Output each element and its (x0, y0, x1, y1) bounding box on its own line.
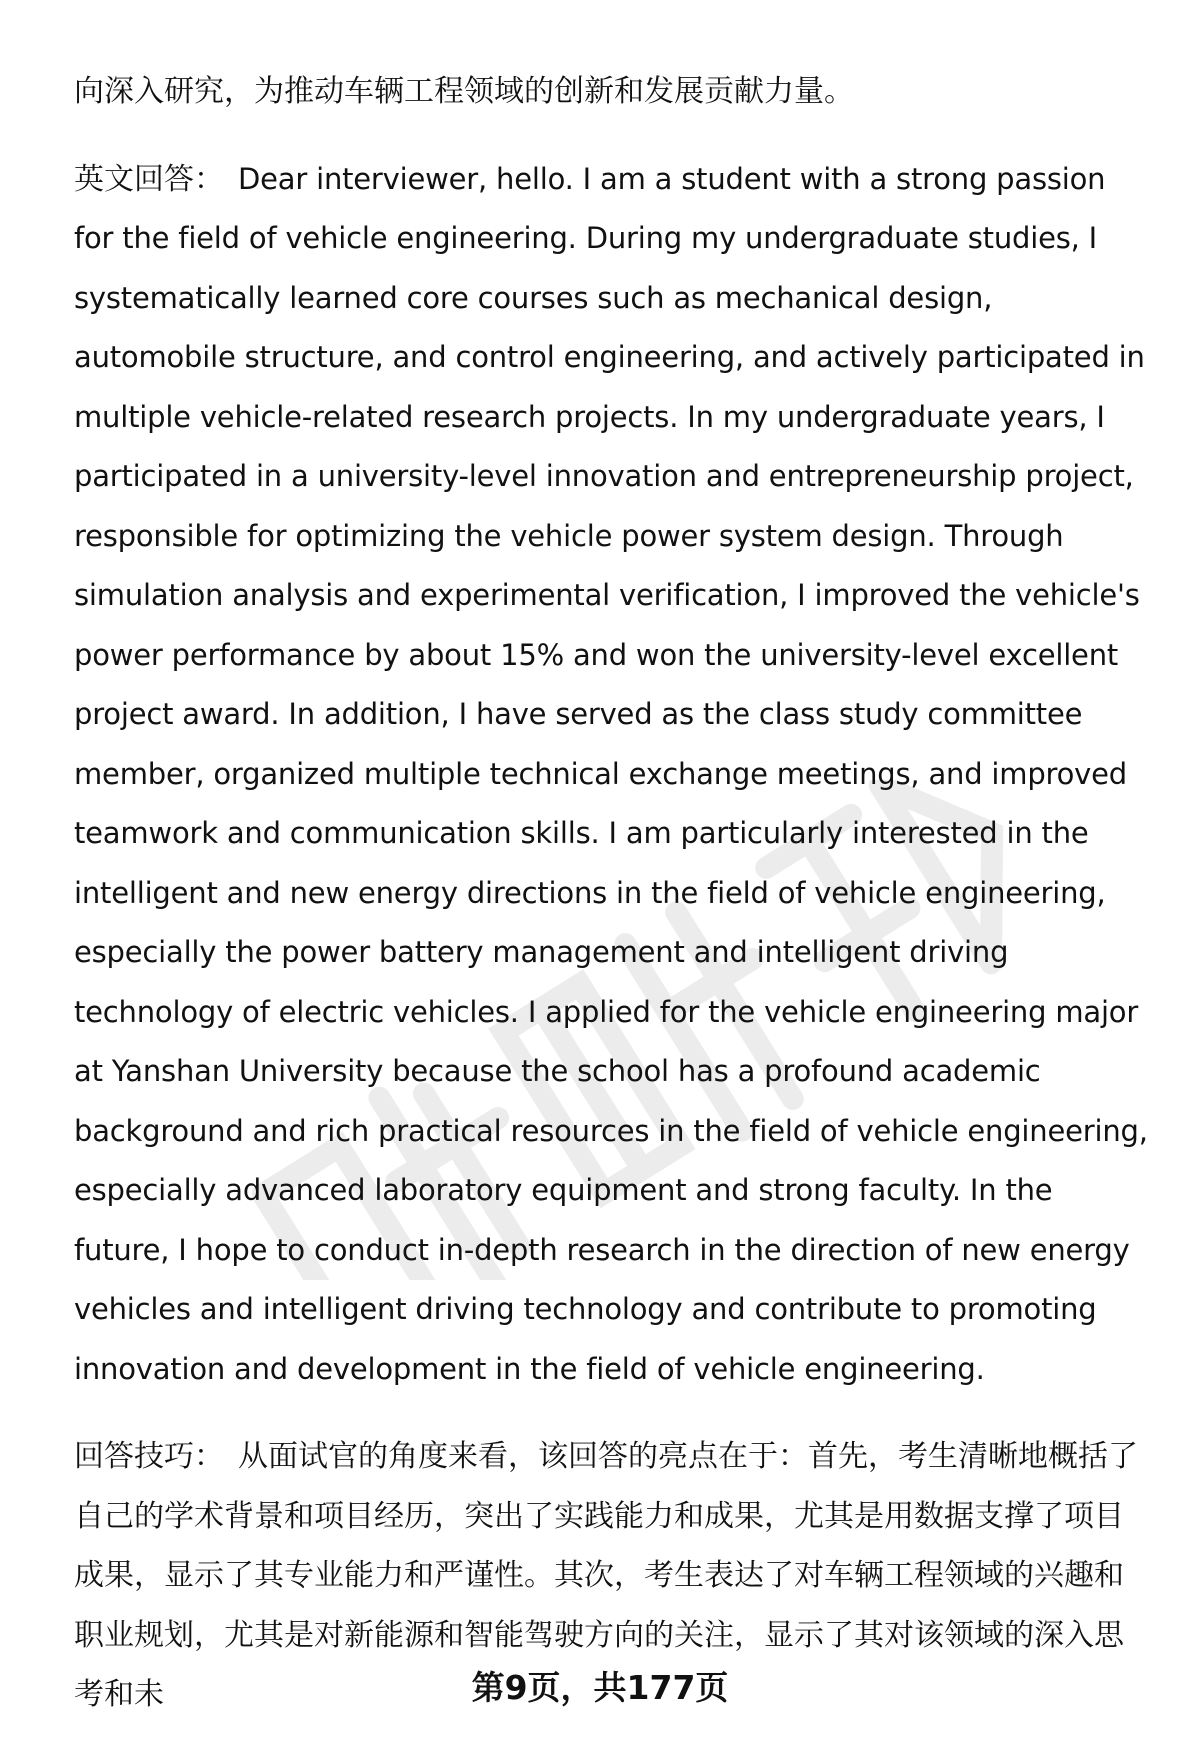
page-number: 第9页，共177页 (471, 1668, 729, 1707)
answer-tips-text: 从面试官的角度来看，该回答的亮点在于：首先，考生清晰地概括了自己的学术背景和项目经历，突出了实践能力和成果，尤其是用数据支撑了项目成果，显示了其专业能力和严谨性。其次，考生表达了对车辆工程领域的兴趣和职业规划，尤其是对新能源和智能驾驶方向的关注，显示了其对该领域的深入思考和未 (74, 1439, 1138, 1712)
document-body (74, 62, 1149, 1753)
english-answer-paragraph (74, 150, 1149, 1400)
english-answer-label: 英文回答： (74, 161, 224, 197)
answer-tips-label: 回答技巧： (74, 1439, 224, 1474)
continuation-paragraph: 向深入研究，为推动车辆工程领域的创新和发展贡献力量。 (74, 74, 854, 109)
english-answer-text: Dear interviewer, hello. I am a student with a strong passion for the field of vehicle engineering. During my undergraduate studies, I systematically learned core courses such as mechanical design, automobile structure, and control engineering, and actively participated in multiple vehicle-related research projects. In my undergraduate years, I participated in a university-level innovation and entrepreneurship project, responsible for optimizing the vehicle power system design. Through simulation analysis and experimental verification, I improved the vehicle's power performance by about 15% and won the university-level excellent project award. In addition, I have served as the class study committee member, organized multiple technical exchange meetings, and improved teamwork and communication skills. I am particularly interested in the intelligent and new energy directions in the field of vehicle engineering, especially the power battery management and intelligent driving technology of electric vehicles. I applied for the vehicle engineering major at Yanshan University because the school has a profound academic background and rich practical resources in the field of vehicle engineering, especially advanced laboratory equipment and strong faculty. In the future, I hope to conduct in-depth research in the direction of new energy vehicles and intelligent driving technology and contribute to promoting innovation and development in the field of vehicle engineering. (74, 161, 1148, 1386)
